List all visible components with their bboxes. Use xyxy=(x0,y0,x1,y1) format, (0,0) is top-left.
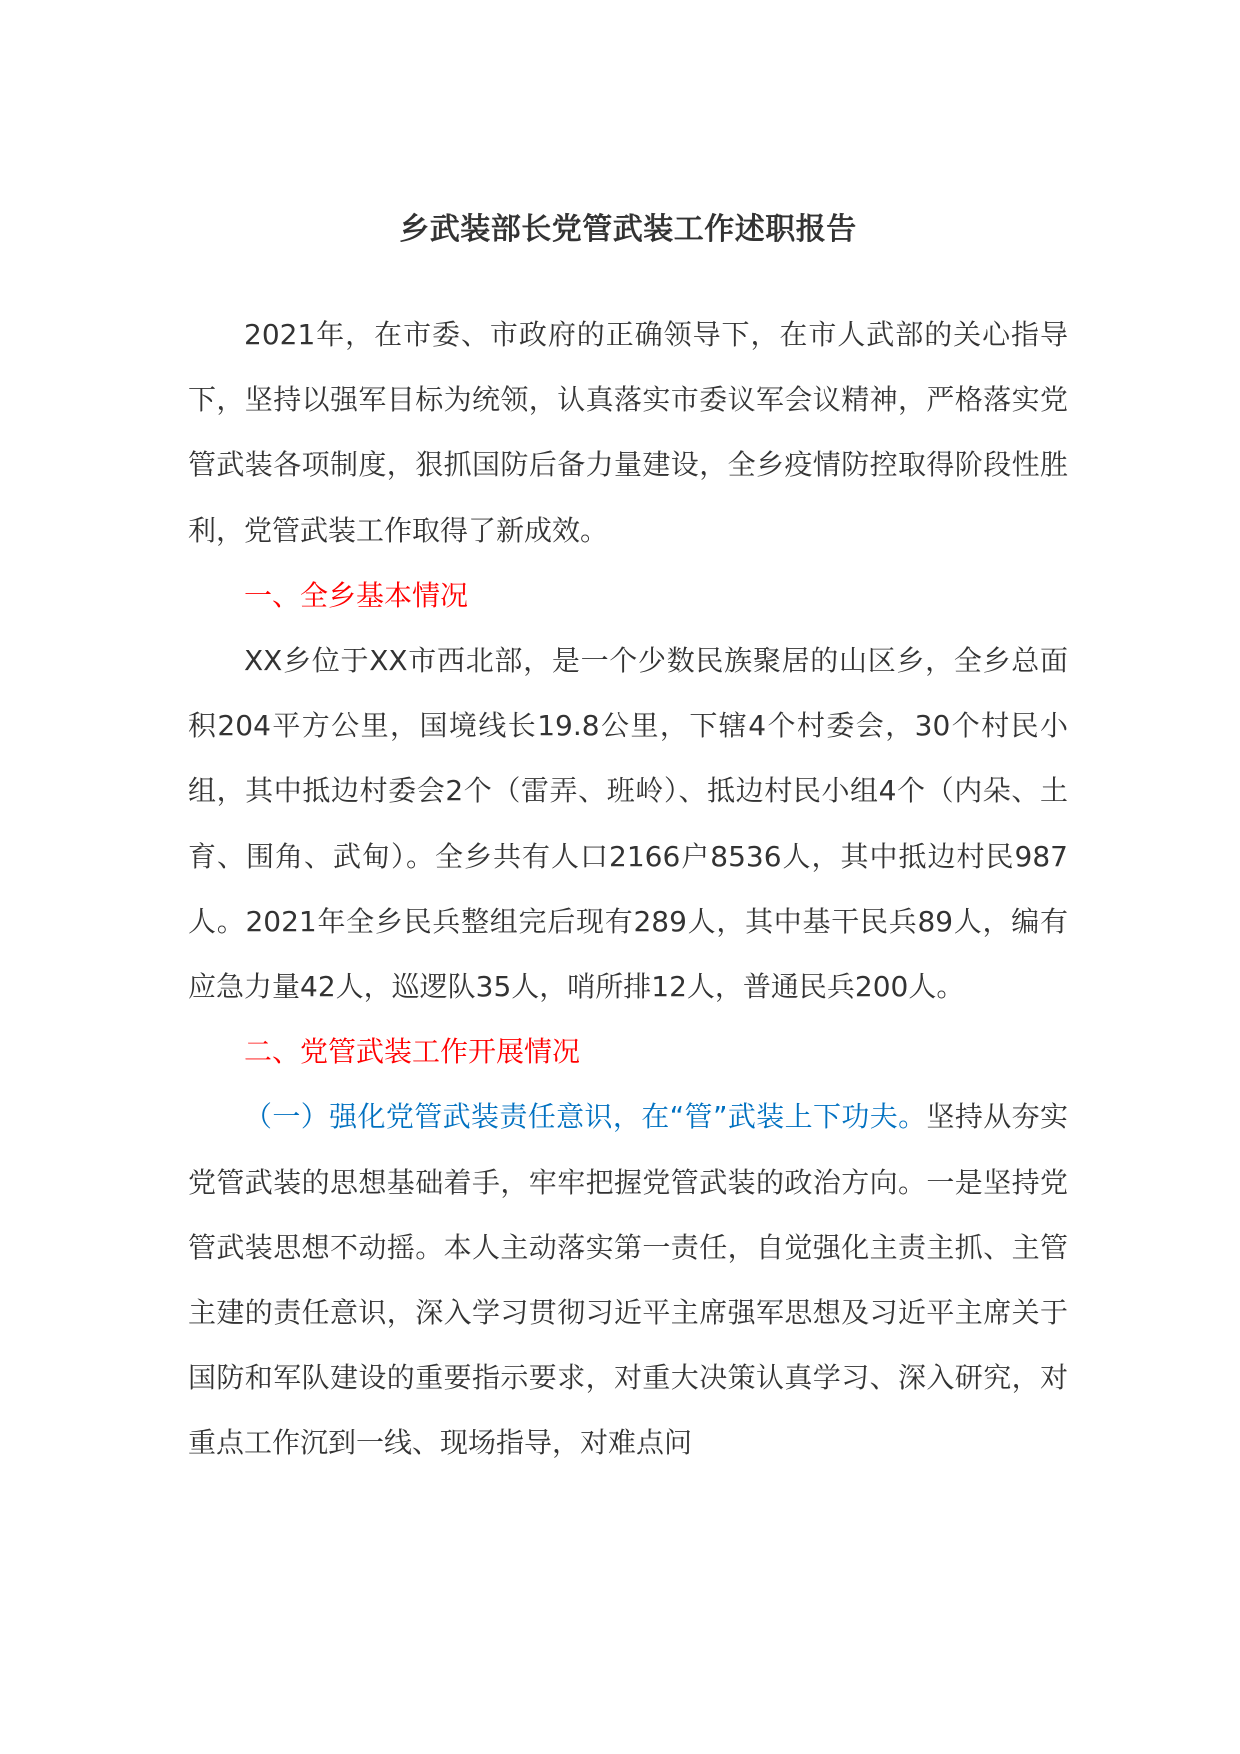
document-body xyxy=(188,302,1068,1476)
basic-info-paragraph: XX乡位于XX市西北部，是一个少数民族聚居的山区乡，全乡总面积204平方公里，国境线长19.8公里，下辖4个村委会，30个村民小组，其中抵边村委会2个（雷弄、班岭）、抵边村民小组4个（内朵、土育、围角、武甸）。全乡共有人口2166户8536人，其中抵边村民987人。2021年全乡民兵整组完后现有289人，其中基干民兵89人，编有应急力量42人，巡逻队35人，哨所排12人，普通民兵200人。 xyxy=(188,644,1068,1004)
section-heading-basic-info: 一、全乡基本情况 xyxy=(244,578,469,612)
section-heading-work-progress: 二、党管武装工作开展情况 xyxy=(244,1035,581,1069)
intro-paragraph: 2021年，在市委、市政府的正确领导下，在市人武部的关心指导下，坚持以强军目标为统领，认真落实市委议军会议精神，严格落实党管武装各项制度，狠抓国防后备力量建设，全乡疫情防控取得阶段性胜利，党管武装工作取得了新成效。 xyxy=(188,318,1068,547)
subsection-one-paragraph xyxy=(188,1084,1068,1475)
subsection-one-body: 坚持从夯实党管武装的思想基础着手，牢牢把握党管武装的政治方向。一是坚持党管武装思想不动摇。本人主动落实第一责任，自觉强化主责主抓、主管主建的责任意识，深入学习贯彻习近平主席强军思想及习近平主席关于国防和军队建设的重要指示要求，对重大决策认真学习、深入研究，对重点工作沉到一线、现场指导，对难点问 xyxy=(188,1100,1068,1460)
document-title: 乡武装部长党管武装工作述职报告 xyxy=(399,212,857,247)
subsection-one-heading: （一）强化党管武装责任意识，在“管”武装上下功夫。 xyxy=(244,1100,927,1134)
